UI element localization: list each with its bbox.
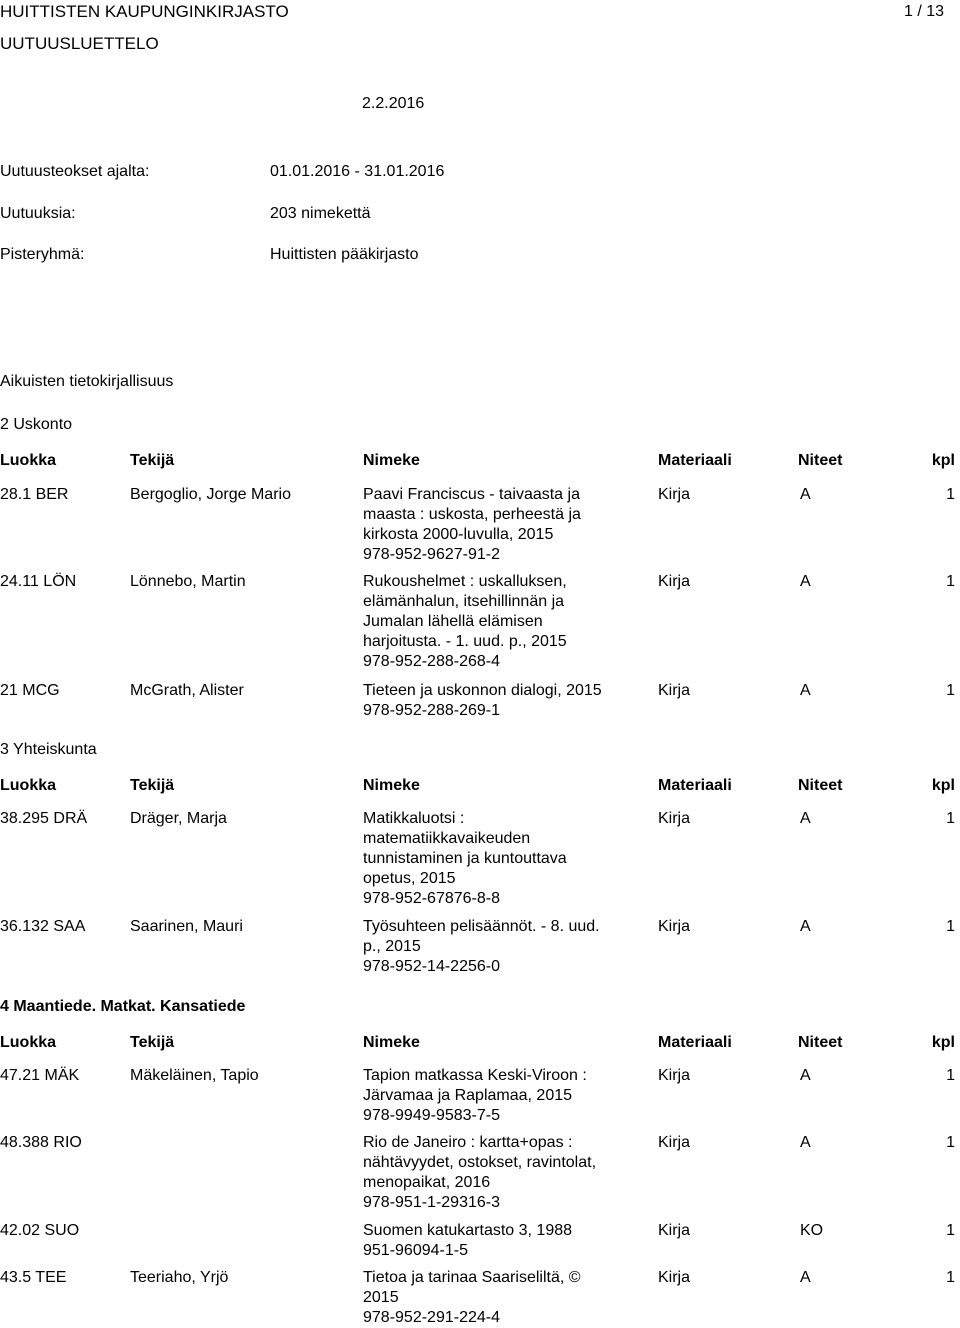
row-niteet: A — [800, 810, 811, 827]
row-nimeke — [363, 681, 602, 721]
isbn: 951-96094-1-5 — [363, 1242, 468, 1259]
row-luokka: 28.1 BER — [0, 486, 69, 503]
row-nimeke — [363, 1221, 572, 1261]
col-materiaali: Materiaali — [658, 1034, 732, 1051]
row-kpl: 1 — [946, 573, 955, 590]
row-niteet: A — [800, 486, 811, 503]
col-luokka: Luokka — [0, 1034, 57, 1051]
nimeke-line: Jumalan lähellä elämisen — [363, 613, 543, 630]
row-tekija: McGrath, Alister — [130, 682, 244, 699]
row-materiaali: Kirja — [658, 573, 691, 590]
row-materiaali: Kirja — [658, 486, 691, 503]
nimeke-line: menopaikat, 2016 — [363, 1174, 491, 1191]
row-niteet: A — [800, 682, 811, 699]
col-tekija: Tekijä — [130, 777, 175, 794]
nimeke-line: elämänhalun, itsehillinnän ja — [363, 593, 565, 610]
row-materiaali: Kirja — [658, 918, 691, 935]
row-luokka: 21 MCG — [0, 682, 60, 699]
row-niteet: A — [800, 1269, 811, 1286]
row-kpl: 1 — [946, 918, 955, 935]
row-luokka: 38.295 DRÄ — [0, 810, 88, 827]
nimeke-line: maasta : uskosta, perheestä ja — [363, 506, 581, 523]
row-nimeke — [363, 572, 567, 672]
group-value: Huittisten pääkirjasto — [270, 246, 419, 263]
col-materiaali: Materiaali — [658, 777, 732, 794]
row-kpl: 1 — [946, 486, 955, 503]
row-tekija: Teeriaho, Yrjö — [130, 1269, 229, 1286]
col-nimeke: Nimeke — [363, 777, 420, 794]
row-niteet: KO — [800, 1222, 824, 1239]
row-nimeke — [363, 485, 581, 565]
col-niteet: Niteet — [798, 452, 843, 469]
row-luokka: 43.5 TEE — [0, 1269, 67, 1286]
row-niteet: A — [800, 573, 811, 590]
row-niteet: A — [800, 1134, 811, 1151]
col-nimeke: Nimeke — [363, 1034, 420, 1051]
period-label: Uutuusteokset ajalta: — [0, 163, 150, 180]
col-luokka: Luokka — [0, 452, 57, 469]
isbn: 978-952-67876-8-8 — [363, 890, 500, 907]
section-title: 4 Maantiede. Matkat. Kansatiede — [0, 998, 246, 1015]
col-kpl: kpl — [931, 452, 955, 469]
col-nimeke: Nimeke — [363, 452, 420, 469]
nimeke-line: Suomen katukartasto 3, 1988 — [363, 1222, 573, 1239]
report-date: 2.2.2016 — [362, 95, 425, 112]
section-title: 3 Yhteiskunta — [0, 741, 97, 758]
section-title: 2 Uskonto — [0, 416, 73, 433]
row-nimeke — [363, 917, 600, 977]
nimeke-line: Tietoa ja tarinaa Saariseliltä, © — [363, 1269, 581, 1286]
row-niteet: A — [800, 918, 811, 935]
row-tekija: Mäkeläinen, Tapio — [130, 1067, 259, 1084]
col-niteet: Niteet — [798, 777, 843, 794]
col-tekija: Tekijä — [130, 1034, 175, 1051]
nimeke-line: tunnistaminen ja kuntouttava — [363, 850, 567, 867]
isbn: 978-952-288-268-4 — [363, 653, 500, 670]
group-title: Aikuisten tietokirjallisuus — [0, 373, 174, 390]
nimeke-line: kirkosta 2000-luvulla, 2015 — [363, 526, 554, 543]
nimeke-line: 2015 — [363, 1289, 399, 1306]
row-nimeke — [363, 1133, 596, 1213]
row-kpl: 1 — [946, 1067, 955, 1084]
isbn: 978-952-14-2256-0 — [363, 958, 500, 975]
isbn: 978-951-1-29316-3 — [363, 1194, 500, 1211]
row-kpl: 1 — [946, 1134, 955, 1151]
nimeke-line: Rio de Janeiro : kartta+opas : — [363, 1134, 573, 1151]
nimeke-line: matematiikkavaikeuden — [363, 830, 531, 847]
row-materiaali: Kirja — [658, 1134, 691, 1151]
nimeke-line: opetus, 2015 — [363, 870, 456, 887]
row-kpl: 1 — [946, 1269, 955, 1286]
col-kpl: kpl — [931, 777, 955, 794]
col-tekija: Tekijä — [130, 452, 175, 469]
group-label: Pisteryhmä: — [0, 246, 85, 263]
count-value: 203 nimekettä — [270, 205, 371, 222]
row-luokka: 42.02 SUO — [0, 1222, 80, 1239]
nimeke-line: Tieteen ja uskonnon dialogi, 2015 — [363, 682, 602, 699]
col-luokka: Luokka — [0, 777, 57, 794]
isbn: 978-9949-9583-7-5 — [363, 1107, 500, 1124]
row-kpl: 1 — [946, 810, 955, 827]
row-materiaali: Kirja — [658, 1269, 691, 1286]
row-materiaali: Kirja — [658, 1222, 691, 1239]
row-materiaali: Kirja — [658, 682, 691, 699]
nimeke-line: nähtävyydet, ostokset, ravintolat, — [363, 1154, 597, 1171]
list-title: UUTUUSLUETTELO — [0, 34, 159, 53]
row-nimeke — [363, 1066, 587, 1126]
library-name: HUITTISTEN KAUPUNGINKIRJASTO — [0, 2, 289, 21]
isbn: 978-952-288-269-1 — [363, 702, 500, 719]
row-luokka: 36.132 SAA — [0, 918, 86, 935]
row-kpl: 1 — [946, 1222, 955, 1239]
row-luokka: 48.388 RIO — [0, 1134, 82, 1151]
nimeke-line: Matikkaluotsi : — [363, 810, 465, 827]
count-label: Uutuuksia: — [0, 205, 76, 222]
row-materiaali: Kirja — [658, 1067, 691, 1084]
row-tekija: Bergoglio, Jorge Mario — [130, 486, 291, 503]
nimeke-line: Tapion matkassa Keski-Viroon : — [363, 1067, 587, 1084]
row-nimeke — [363, 1268, 581, 1328]
row-tekija: Saarinen, Mauri — [130, 918, 243, 935]
page-number: 1 / 13 — [903, 3, 944, 20]
col-kpl: kpl — [931, 1034, 955, 1051]
nimeke-line: harjoitusta. - 1. uud. p., 2015 — [363, 633, 567, 650]
nimeke-line: p., 2015 — [363, 938, 421, 955]
nimeke-line: Paavi Franciscus - taivaasta ja — [363, 486, 580, 503]
row-luokka: 47.21 MÄK — [0, 1067, 80, 1084]
row-materiaali: Kirja — [658, 810, 691, 827]
col-niteet: Niteet — [798, 1034, 843, 1051]
period-value: 01.01.2016 - 31.01.2016 — [270, 163, 445, 180]
isbn: 978-952-291-224-4 — [363, 1309, 500, 1326]
nimeke-line: Työsuhteen pelisäännöt. - 8. uud. — [363, 918, 600, 935]
nimeke-line: Järvamaa ja Raplamaa, 2015 — [363, 1087, 573, 1104]
nimeke-line: Rukoushelmet : uskalluksen, — [363, 573, 567, 590]
row-niteet: A — [800, 1067, 811, 1084]
row-tekija: Dräger, Marja — [130, 810, 227, 827]
isbn: 978-952-9627-91-2 — [363, 546, 500, 563]
row-kpl: 1 — [946, 682, 955, 699]
row-luokka: 24.11 LÖN — [0, 573, 77, 590]
col-materiaali: Materiaali — [658, 452, 732, 469]
row-tekija: Lönnebo, Martin — [130, 573, 246, 590]
row-nimeke — [363, 809, 567, 909]
